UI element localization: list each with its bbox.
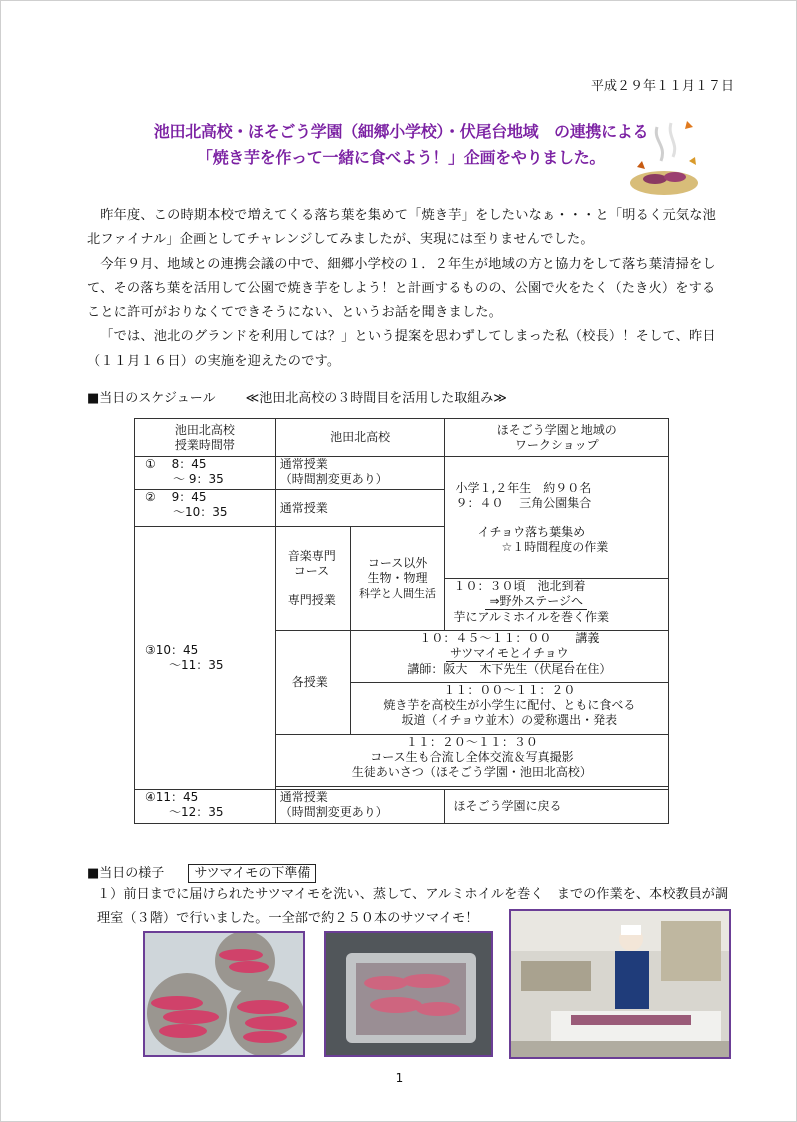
title-line-2: 「焼き芋を作って一緒に食べよう！」企画をやりました。 [196,148,606,167]
period-3: ③10：45 ～11：35 [135,527,276,790]
header-school: 池田北高校 [275,419,445,457]
steaming-potatoes-image [326,933,491,1055]
teacher-wrapping-image [511,911,729,1057]
header-period: 池田北高校 授業時間帯 [135,419,276,457]
schedule-heading-text: ■当日のスケジュール [87,391,216,406]
lecture: １０：４５～１１：００ 講義 サツマイモとイチョウ 講師：阪大 木下先生（伏尾台在住） [350,631,668,683]
workshop-morning: 小学１,２年生 約９０名 ９：４０ 三角公園集合 イチョウ落ち葉集め ☆１時間程度の作業 [445,457,669,579]
period-1-school: 通常授業 （時間割変更あり） [275,457,445,490]
intro-paragraphs [87,204,727,374]
schedule-table [134,418,669,824]
scene-heading [87,862,316,881]
title-line-1: 池田北高校・ほそごう学園（細郷小学校）・伏尾台地域 の連携による [153,122,649,141]
distribute-potatoes: １１：００～１１：２０ 焼き芋を高校生が小学生に配付、ともに食べる 坂道（イチョウ並木）の愛称選出・発表 [350,683,668,735]
return-school: ほそごう学園に戻る [445,790,669,824]
scene-text: １）前日までに届けられたサツマイモを洗い、蒸して、アルミホイルを巻く までの作業を、本校教員が調理室（３階）で行いました。一全部で約２５０本のサツマイモ！ [97,887,729,926]
photo-teacher-wrapping [509,909,731,1059]
each-class: 各授業 [275,631,350,735]
intro-paragraph: 「では、池北のグランドを利用しては？」という提案を思わずしてしまった私（校長）！そして、昨日（１１月１６日）の実施を迎えたのです。 [87,329,716,369]
header-workshop: ほそごう学園と地域の ワークショップ [445,419,669,457]
workshop-arrival: １０：３０頃 池北到着 ⇒野外ステージへ 芋にアルミホイルを巻く作業 [445,579,669,631]
intro-paragraph: 今年９月、地域との連携会議の中で、細郷小学校の１．２年生が地域の方と協力をして落ち葉清掃をして、その落ち葉を活用して公園で焼き芋をしよう！と計画するものの、公園で火をたく（たき火）をすることに許可がおりなくてできそうにない、というお話を聞きました。 [87,256,716,321]
period-4: ④11：45 ～12：35 [135,790,276,824]
period-2: ② 9：45 ～10：35 [135,490,276,527]
schedule-subheading: ≪池田北高校の３時間目を活用した取組み≫ [245,391,507,406]
sweet-potato-trays-image [145,933,303,1055]
document-date: 平成２９年１１月１７日 [590,79,734,94]
intro-paragraph: 昨年度、この時期本校で増えてくる落ち葉を集めて「焼き芋」をしたいなぁ・・・と「明るく元気な池北ファイナル」企画としてチャレンジしてみましたが、実現には至りませんでした。 [87,208,717,248]
period-1: ① 8：45 ～ 9：35 [135,457,276,490]
photo-steaming-potatoes [324,931,493,1057]
scene-tag: サツマイモの下準備 [188,864,316,883]
period-4-school: 通常授業 （時間割変更あり） [275,790,445,824]
scene-heading-text: ■当日の様子 [87,866,165,881]
photo-sweet-potato-trays [143,931,305,1057]
autumn-leaves-sweet-potato-icon [627,117,701,199]
other-course: コース以外 生物・物理 科学と人間生活 [350,527,445,631]
music-course: 音楽専門 コース 専門授業 [275,527,350,631]
page-number: 1 [395,1071,404,1085]
all-exchange: １１：２０～１１：３０ コース生も合流し全体交流＆写真撮影 生徒あいさつ（ほそごう学園・池田北高校） [275,735,668,787]
schedule-heading [87,387,507,406]
period-2-school: 通常授業 [275,490,445,527]
